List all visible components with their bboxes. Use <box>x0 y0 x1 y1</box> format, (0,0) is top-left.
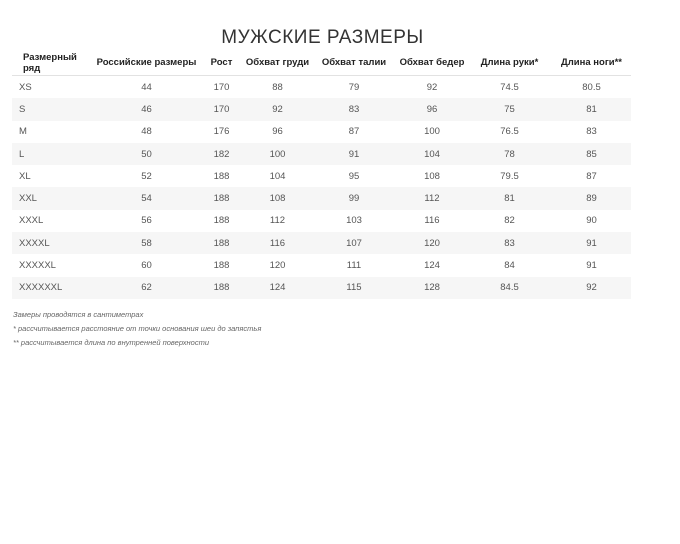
column-header: Размерный ряд <box>12 50 94 76</box>
table-cell: 188 <box>199 187 244 209</box>
table-cell: 78 <box>467 143 552 165</box>
table-cell: 188 <box>213 260 230 272</box>
table-cell: 104 <box>269 170 286 182</box>
table-cell: 124 <box>424 260 440 272</box>
table-cell: 84.5 <box>467 277 552 299</box>
table-cell: 91 <box>586 260 597 272</box>
table-cell: 108 <box>244 187 311 209</box>
table-cell: 92 <box>426 81 438 93</box>
table-cell: 112 <box>397 187 467 209</box>
table-row <box>12 76 631 99</box>
table-cell: XXXXXL <box>19 260 56 272</box>
table-cell: 52 <box>141 170 152 182</box>
page-title: МУЖСКИЕ РАЗМЕРЫ <box>221 26 424 48</box>
table-cell: 100 <box>424 126 440 138</box>
table-cell: 84 <box>504 260 515 272</box>
footnote: ** рассчитывается длина по внутренней поверхности <box>13 338 209 347</box>
table-cell: 79.5 <box>500 170 519 182</box>
column-header: Рост <box>199 50 244 76</box>
table-cell: 92 <box>244 98 311 120</box>
table-cell: 83 <box>467 232 552 254</box>
table-cell: 85 <box>552 143 631 165</box>
column-header: Российские размеры <box>94 50 199 76</box>
table-cell: 120 <box>269 260 286 272</box>
table-cell: 96 <box>397 98 467 120</box>
table-cell: S <box>12 98 94 120</box>
table-cell: 107 <box>311 232 397 254</box>
table-cell: 92 <box>552 277 631 299</box>
table-cell: 62 <box>94 277 199 299</box>
table-cell: 188 <box>213 170 230 182</box>
footnote: Замеры проводятся в сантиметрах <box>13 310 144 319</box>
table-cell: 95 <box>348 170 360 182</box>
table-cell: 116 <box>244 232 311 254</box>
table-cell: 74.5 <box>500 81 519 93</box>
table-row <box>12 277 631 299</box>
column-header: Длина руки* <box>467 50 552 76</box>
table-cell: 91 <box>311 143 397 165</box>
table-cell: 80.5 <box>582 81 601 93</box>
table-cell: 188 <box>199 277 244 299</box>
table-cell: 48 <box>141 126 152 138</box>
table-cell: 58 <box>94 232 199 254</box>
column-header: Обхват бедер <box>397 50 467 76</box>
table-cell: 83 <box>311 98 397 120</box>
table-cell: 170 <box>213 81 230 93</box>
table-body <box>12 76 631 299</box>
table-cell: 124 <box>244 277 311 299</box>
table-cell: 79 <box>348 81 360 93</box>
table-cell: 81 <box>552 98 631 120</box>
table-cell: 188 <box>199 232 244 254</box>
table-cell: XXL <box>12 187 94 209</box>
table-cell: 99 <box>311 187 397 209</box>
table-cell: 87 <box>348 126 360 138</box>
table-cell: 56 <box>141 215 152 227</box>
table-cell: 111 <box>346 260 362 272</box>
table-row <box>12 143 631 165</box>
table-cell: L <box>12 143 94 165</box>
table-cell: 115 <box>311 277 397 299</box>
table-row <box>12 98 631 120</box>
table-cell: 89 <box>552 187 631 209</box>
footnote: * рассчитывается расстояние от точки основания шеи до запястья <box>13 324 262 333</box>
table-cell: 128 <box>397 277 467 299</box>
table-cell: 103 <box>346 215 362 227</box>
table-cell: 76.5 <box>500 126 519 138</box>
column-header: Обхват талии <box>311 50 397 76</box>
table-cell: 170 <box>199 98 244 120</box>
table-row <box>12 121 631 143</box>
table-row <box>12 210 631 232</box>
table-cell: XS <box>19 81 32 93</box>
table-cell: 182 <box>199 143 244 165</box>
table-cell: 54 <box>94 187 199 209</box>
column-header: Обхват груди <box>244 50 311 76</box>
table-cell: XXXXL <box>12 232 94 254</box>
table-cell: 112 <box>269 215 286 227</box>
footnotes <box>13 310 261 352</box>
table-row <box>12 232 631 254</box>
table-row <box>12 254 631 276</box>
table-cell: 88 <box>272 81 283 93</box>
table-cell: 91 <box>552 232 631 254</box>
table-cell: 81 <box>467 187 552 209</box>
table-cell: 50 <box>94 143 199 165</box>
table-cell: 100 <box>244 143 311 165</box>
table-cell: 46 <box>94 98 199 120</box>
table-row <box>12 187 631 209</box>
table-row <box>12 165 631 187</box>
table-cell: 176 <box>213 126 230 138</box>
table-cell: XXXXXXL <box>12 277 94 299</box>
table-cell: 44 <box>141 81 152 93</box>
table-cell: 83 <box>586 126 597 138</box>
table-cell: 116 <box>424 215 440 227</box>
table-cell: 60 <box>141 260 152 272</box>
table-cell: M <box>19 126 27 138</box>
size-table <box>12 50 631 299</box>
table-cell: XXXL <box>19 215 44 227</box>
column-header: Длина ноги** <box>552 50 631 76</box>
table-cell: 108 <box>424 170 440 182</box>
table-cell: 104 <box>397 143 467 165</box>
table-cell: 82 <box>504 215 515 227</box>
table-cell: 120 <box>397 232 467 254</box>
table-cell: 87 <box>586 170 597 182</box>
table-cell: 75 <box>467 98 552 120</box>
table-cell: 96 <box>272 126 283 138</box>
table-cell: XL <box>19 170 31 182</box>
table-cell: 90 <box>586 215 597 227</box>
table-cell: 188 <box>213 215 230 227</box>
table-header-row <box>12 50 631 76</box>
